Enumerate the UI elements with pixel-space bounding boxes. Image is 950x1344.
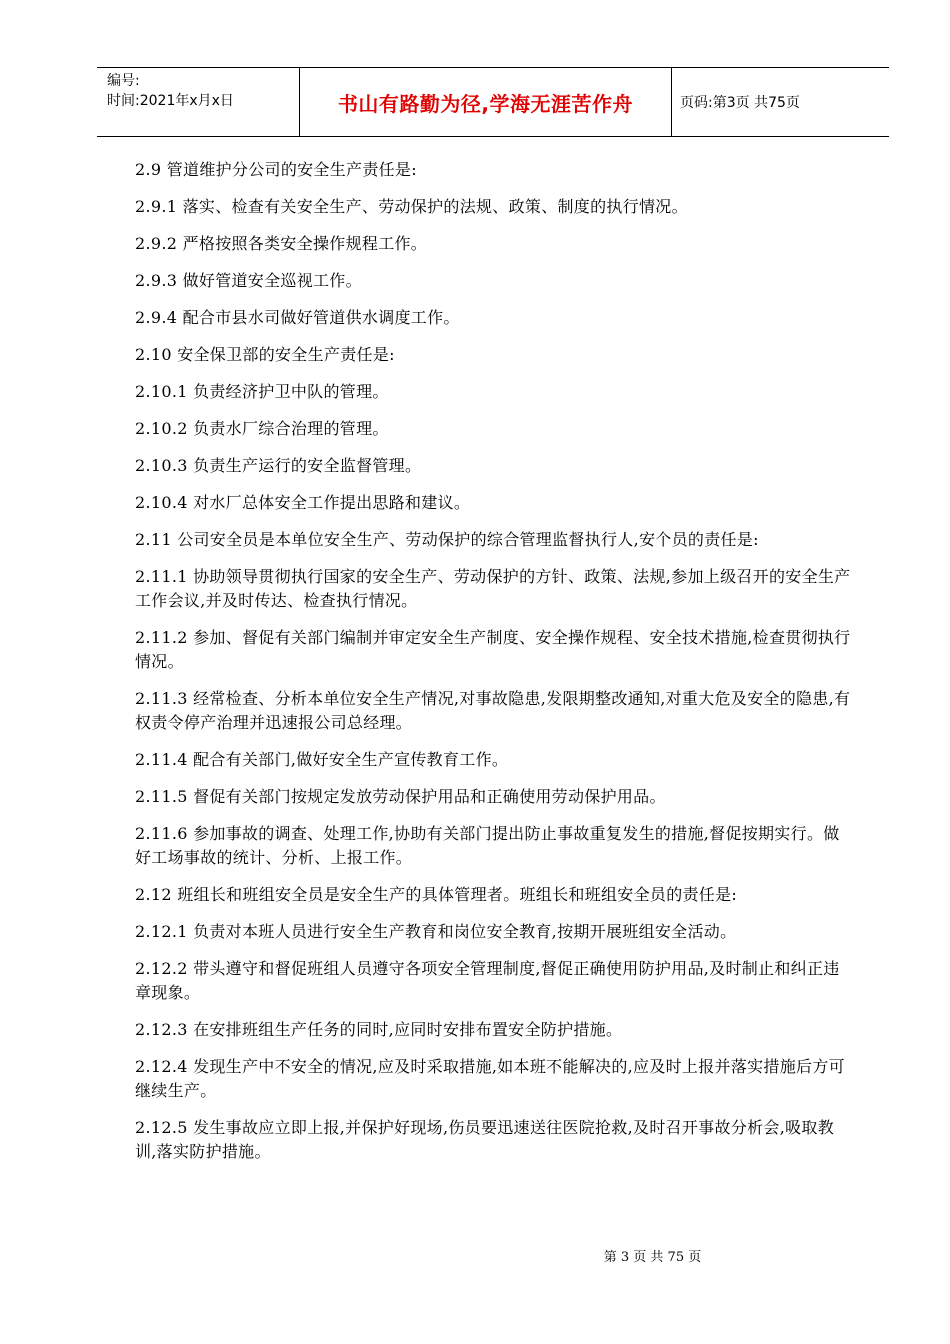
document-body: [135, 158, 851, 1177]
number-label: 编号:: [107, 73, 140, 89]
paragraph: 2.12.2 带头遵守和督促班组人员遵守各项安全管理制度,督促正确使用防护用品,及时制止和纠正违章现象。: [135, 959, 840, 1002]
paragraph: 2.10.2 负责水厂综合治理的管理。: [135, 419, 389, 438]
paragraph: 2.12.3 在安排班组生产任务的同时,应同时安排布置安全防护措施。: [135, 1020, 623, 1039]
paragraph: 2.10.1 负责经济护卫中队的管理。: [135, 382, 389, 401]
footer-page-number: 第 3 页 共 75 页: [603, 1250, 702, 1265]
paragraph: 2.9 管道维护分公司的安全生产责任是:: [135, 160, 417, 179]
paragraph: 2.11.5 督促有关部门按规定发放劳动保护用品和正确使用劳动保护用品。: [135, 787, 666, 806]
header-meta-cell: [97, 68, 300, 136]
paragraph: 2.12.1 负责对本班人员进行安全生产教育和岗位安全教育,按期开展班组安全活动。: [135, 922, 737, 941]
header-slogan-cell: [300, 68, 672, 136]
paragraph: 2.11.3 经常检查、分析本单位安全生产情况,对事故隐患,发限期整改通知,对重大危及安全的隐患,有权责令停产治理并迅速报公司总经理。: [135, 689, 851, 732]
header-page-cell: [672, 68, 889, 136]
slogan: 书山有路勤为径,学海无涯苦作舟: [337, 91, 634, 116]
paragraph: 2.12.4 发现生产中不安全的情况,应及时采取措施,如本班不能解决的,应及时上报并落实措施后方可继续生产。: [135, 1057, 845, 1100]
paragraph: 2.12.5 发生事故应立即上报,并保护好现场,伤员要迅速送往医院抢救,及时召开事故分析会,吸取教训,落实防护措施。: [135, 1118, 835, 1161]
paragraph: 2.10 安全保卫部的安全生产责任是:: [135, 345, 395, 364]
paragraph: 2.11.1 协助领导贯彻执行国家的安全生产、劳动保护的方针、政策、法规,参加上级召开的安全生产工作会议,并及时传达、检查执行情况。: [135, 567, 851, 610]
time-label: 时间:2021年x月x日: [107, 93, 234, 109]
paragraph: 2.10.3 负责生产运行的安全监督管理。: [135, 456, 422, 475]
paragraph: 2.9.2 严格按照各类安全操作规程工作。: [135, 234, 428, 253]
paragraph: 2.9.4 配合市县水司做好管道供水调度工作。: [135, 308, 460, 327]
paragraph: 2.11.4 配合有关部门,做好安全生产宣传教育工作。: [135, 750, 509, 769]
header-table: [97, 67, 889, 137]
paragraph: 2.9.1 落实、检查有关安全生产、劳动保护的法规、政策、制度的执行情况。: [135, 197, 688, 216]
paragraph: 2.12 班组长和班组安全员是安全生产的具体管理者。班组长和班组安全员的责任是:: [135, 885, 738, 904]
paragraph: 2.9.3 做好管道安全巡视工作。: [135, 271, 362, 290]
paragraph: 2.11.6 参加事故的调查、处理工作,协助有关部门提出防止事故重复发生的措施,督促按期实行。做好工场事故的统计、分析、上报工作。: [135, 824, 840, 867]
paragraph: 2.11.2 参加、督促有关部门编制并审定安全生产制度、安全操作规程、安全技术措施,检查贯彻执行情况。: [135, 628, 851, 671]
page-footer: [0, 1246, 950, 1265]
paragraph: 2.11 公司安全员是本单位安全生产、劳动保护的综合管理监督执行人,安个员的责任是:: [135, 530, 759, 549]
page-info: 页码:第3页 共75页: [680, 95, 800, 111]
paragraph: 2.10.4 对水厂总体安全工作提出思路和建议。: [135, 493, 471, 512]
